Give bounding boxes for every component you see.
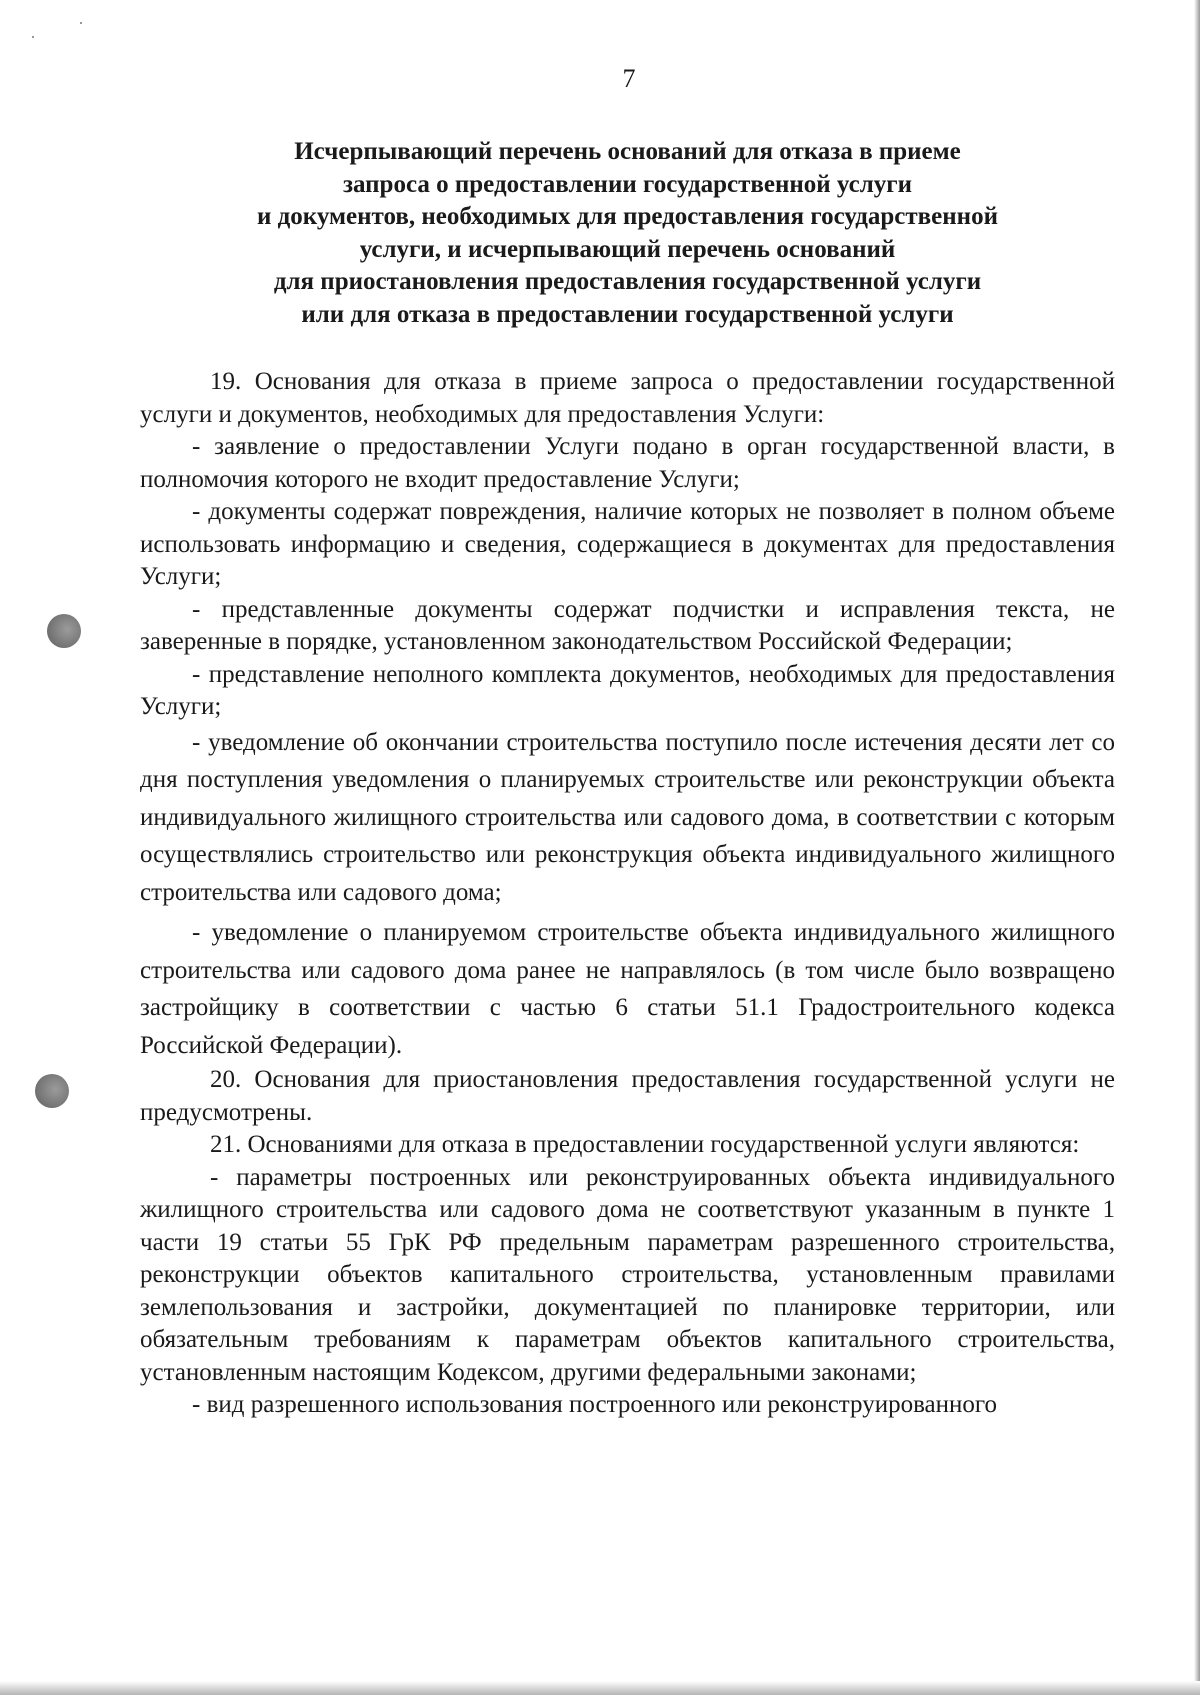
title-line: или для отказа в предоставлении государственной услуги bbox=[301, 300, 954, 328]
paragraph-21: 21. Основаниями для отказа в предоставлении государственной услуги являются: bbox=[210, 1131, 1080, 1158]
title-line: Исчерпывающий перечень оснований для отказа в приеме bbox=[294, 138, 961, 165]
title-line: и документов, необходимых для предоставления государственной bbox=[257, 203, 998, 231]
scan-edge bbox=[1194, 0, 1200, 1695]
list-item: - документы содержат повреждения, наличие которых не позволяет в полном объеме использовать информацию и сведения, содержащиеся в документах для предоставления Услуги; bbox=[140, 498, 1115, 590]
title-line: для приостановления предоставления государственной услуги bbox=[273, 268, 982, 296]
scan-edge bbox=[0, 1681, 1200, 1695]
list-item: - заявление о предоставлении Услуги подано в орган государственной власти, в полномочия которого не входит предоставление Услуги; bbox=[140, 433, 1115, 493]
section-title bbox=[140, 136, 1115, 332]
punch-hole-icon bbox=[35, 1074, 69, 1108]
paragraph-20: 20. Основания для приостановления предоставления государственной услуги не предусмотрены. bbox=[140, 1066, 1115, 1126]
title-line: услуги, и исчерпывающий перечень оснований bbox=[359, 235, 896, 263]
list-item: - уведомление о планируемом строительстве объекта индивидуального жилищного строительства или садового дома ранее не направлялось (в том числе было возвращено застройщику в соответствии с частью 6 статьи 51.1 Градостроительного кодекса Российской Федерации). bbox=[140, 919, 1115, 1059]
list-item: - представленные документы содержат подчистки и исправления текста, не заверенные в порядке, установленном законодательством Российской Федерации; bbox=[140, 595, 1115, 655]
title-line: запроса о предоставлении государственной услуги bbox=[342, 170, 913, 198]
list-item: - вид разрешенного использования построенного или реконструированного bbox=[192, 1391, 998, 1418]
list-item: - представление неполного комплекта документов, необходимых для предоставления Услуги; bbox=[140, 660, 1115, 720]
scan-speck bbox=[32, 36, 34, 38]
scan-speck bbox=[80, 22, 82, 24]
paragraph-19: 19. Основания для отказа в приеме запроса о предоставлении государственной услуги и документов, необходимых для предоставления Услуги: bbox=[140, 368, 1115, 428]
page-number: 7 bbox=[622, 64, 636, 93]
list-item: - параметры построенных или реконструированных объекта индивидуального жилищного строительства или садового дома не соответствуют указанным в пункте 1 части 19 статьи 55 ГрК РФ предельным параметрам разрешенного строительства, реконструкции объектов капитального строительства, установленным правилами землепользования и застройки, документацией по планировке территории, или обязательным требованиям к параметрам объектов капитального строительства, установленным настоящим Кодексом, другими федеральными законами; bbox=[140, 1163, 1115, 1386]
document-body bbox=[140, 366, 1115, 1422]
punch-hole-icon bbox=[47, 614, 81, 648]
list-item: - уведомление об окончании строительства поступило после истечения десяти лет со дня поступления уведомления о планируемых строительстве или реконструкции объекта индивидуального жилищного строительства или садового дома, в соответствии с которым осуществлялись строительство или реконструкция объекта индивидуального жилищного строительства или садового дома; bbox=[140, 728, 1115, 906]
